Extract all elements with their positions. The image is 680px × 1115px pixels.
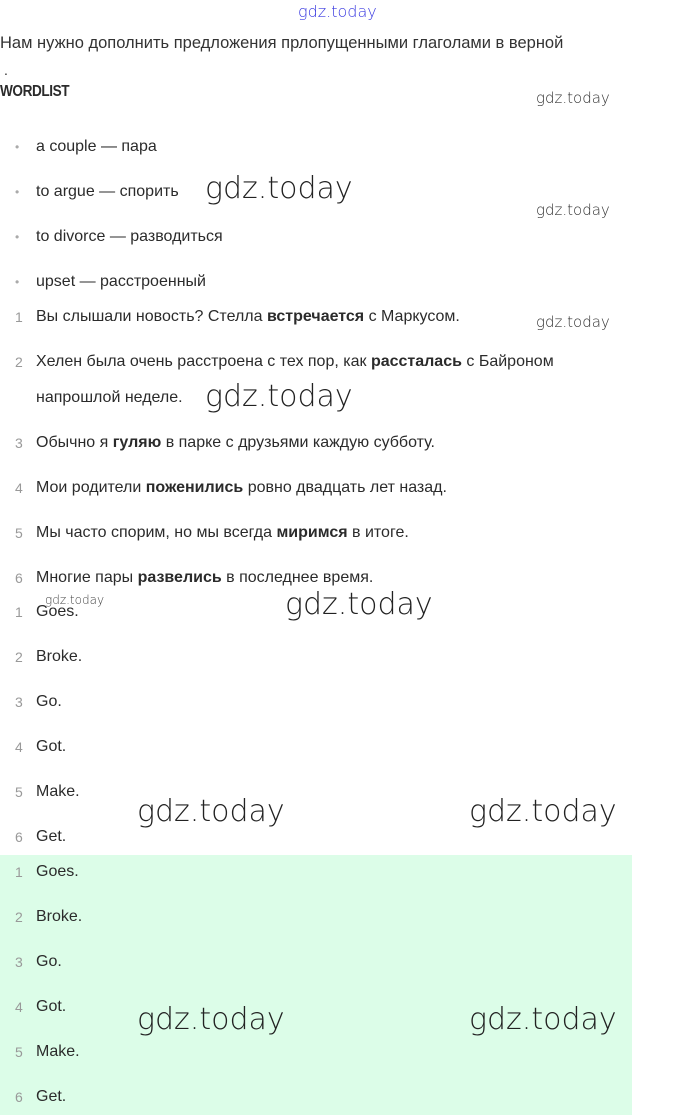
item-number: 6 [15, 570, 23, 586]
watermark: gdz.today [137, 794, 285, 829]
item-number: 4 [15, 739, 23, 755]
sentence-text [36, 477, 447, 499]
wordlist-text: upset — расстроенный [36, 273, 206, 290]
answer-text: Goes. [36, 863, 79, 880]
sentence-part: ровно двадцать лет назад. [243, 479, 447, 496]
sentence-text [36, 522, 409, 544]
bullet-icon: • [15, 140, 20, 154]
watermark: gdz.today [536, 313, 610, 331]
bullet-icon: • [15, 275, 20, 289]
intro-dot: . [4, 62, 8, 78]
watermark: gdz.today [469, 1002, 617, 1037]
sentence-part: в итоге. [347, 524, 409, 541]
bullet-icon: • [15, 185, 20, 199]
wordlist-heading: WORDLIST [0, 83, 70, 100]
item-number: 4 [15, 480, 23, 496]
sentence-part: Мои родители [36, 479, 146, 496]
item-number: 2 [15, 354, 23, 370]
answer-text: Get. [36, 828, 67, 845]
answer-verb: гуляю [112, 434, 162, 451]
answer-verb: поженились [145, 479, 244, 496]
sentence-part: Вы слышали новость? Стелла [36, 308, 267, 325]
sentence-part: Мы часто спорим, но мы всегда [36, 524, 277, 541]
sentence-part: в парке с друзьями каждую субботу. [161, 434, 435, 451]
item-number: 6 [15, 1089, 23, 1105]
sentence-text [36, 567, 373, 589]
item-number: 1 [15, 604, 23, 620]
watermark: gdz.today [536, 201, 610, 219]
task-intro: Нам нужно дополнить предложения прлопущенными глаголами в верной [0, 34, 564, 52]
answer-verb: развелись [137, 569, 222, 586]
wordlist-text: to argue — спорить [36, 183, 179, 200]
sentence-part: с Байроном [461, 353, 554, 370]
item-number: 5 [15, 1044, 23, 1060]
sentence-part: в последнее время. [221, 569, 374, 586]
item-number: 5 [15, 784, 23, 800]
item-number: 5 [15, 525, 23, 541]
sentence-part: Хелен была очень расстроена с тех пор, как [36, 353, 371, 370]
wordlist-text: to divorce — разводиться [36, 228, 223, 245]
item-number: 4 [15, 999, 23, 1015]
item-number: 1 [15, 864, 23, 880]
answer-text: Broke. [36, 648, 83, 665]
item-number: 3 [15, 954, 23, 970]
sentence-part: Обычно я [36, 434, 113, 451]
answer-text: Go. [36, 693, 62, 710]
item-number: 1 [15, 309, 23, 325]
item-number: 2 [15, 649, 23, 665]
sentence-part: Многие пары [36, 569, 138, 586]
watermark: gdz.today [469, 794, 617, 829]
answer-text: Goes. [36, 603, 79, 620]
watermark: gdz.today [45, 593, 105, 607]
watermark: gdz.today [536, 89, 610, 107]
sentence-text [36, 432, 435, 454]
item-number: 3 [15, 694, 23, 710]
item-number: 3 [15, 435, 23, 451]
answer-text: Got. [36, 738, 67, 755]
sentence-text [36, 306, 460, 328]
item-number: 2 [15, 909, 23, 925]
wordlist-text: a couple — пара [36, 138, 157, 155]
answer-text: Got. [36, 998, 67, 1015]
answer-verb: встречается [266, 308, 365, 325]
watermark: gdz.today [137, 1002, 285, 1037]
answer-verb: рассталась [370, 353, 462, 370]
watermark: gdz.today [205, 171, 353, 206]
sentence-text [36, 351, 554, 373]
answer-text: Go. [36, 953, 62, 970]
item-number: 6 [15, 829, 23, 845]
answer-text: Broke. [36, 908, 83, 925]
watermark: gdz.today [285, 587, 433, 622]
answer-verb: миримся [276, 524, 348, 541]
watermark: gdz.today [298, 2, 377, 21]
answer-text: Get. [36, 1088, 67, 1105]
answer-highlight-block [0, 855, 632, 1115]
bullet-icon: • [15, 230, 20, 244]
answer-text: Make. [36, 1043, 80, 1060]
sentence-part: напрошлой неделе. [36, 389, 183, 406]
answer-text: Make. [36, 783, 80, 800]
sentence-part: с Маркусом. [364, 308, 460, 325]
watermark: gdz.today [205, 379, 353, 414]
